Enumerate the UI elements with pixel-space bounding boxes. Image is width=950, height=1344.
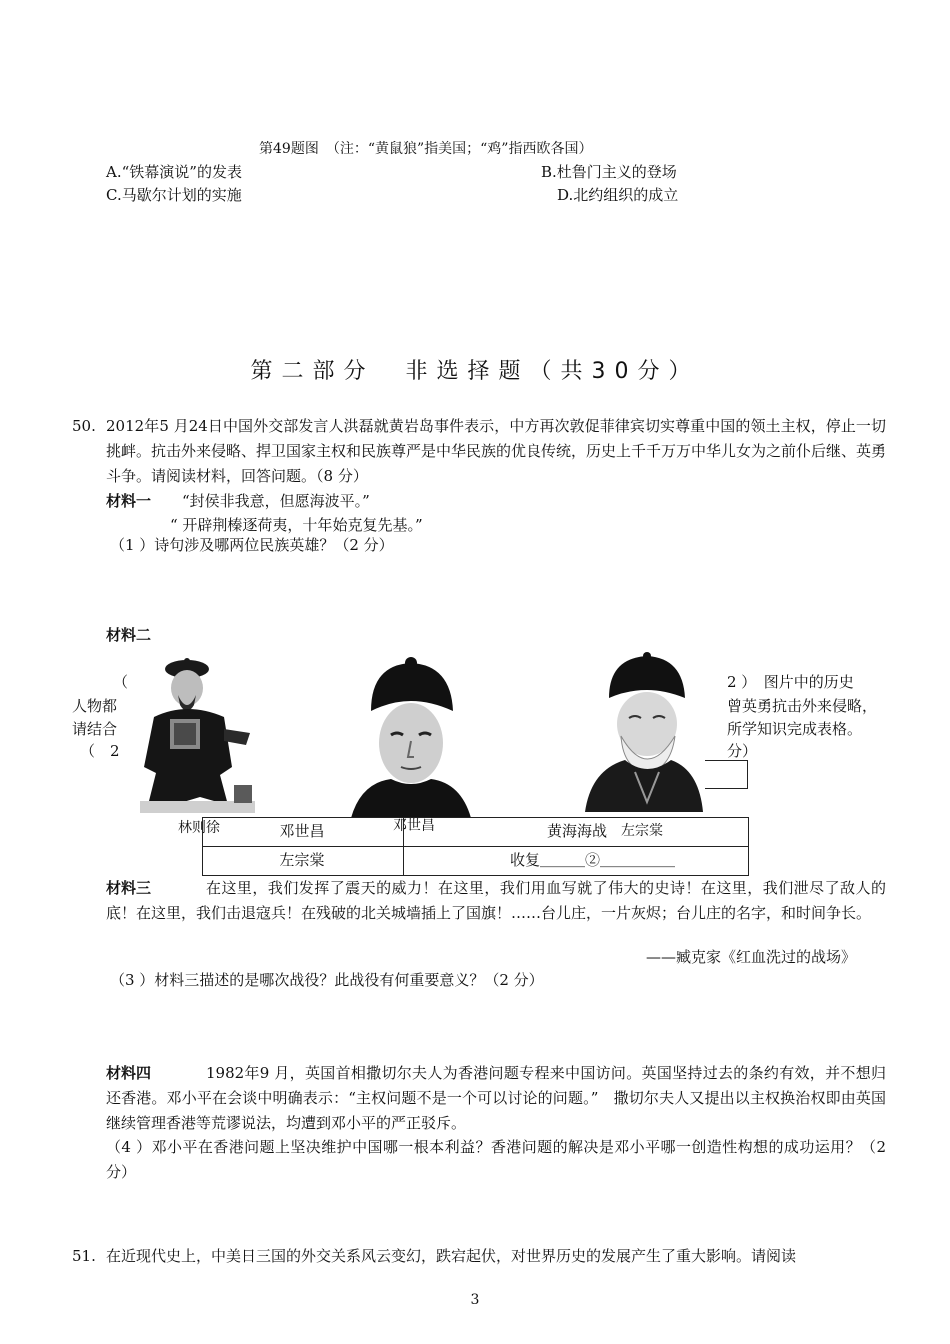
q2-left-fragment-3: 请结合 xyxy=(72,720,118,738)
q2-left-fragment-2: 人物都 xyxy=(72,697,118,715)
question-50-3: （3 ）材料三描述的是哪次战役？此战役有何重要意义？（2 分） xyxy=(110,971,544,989)
portrait-lin-zexu xyxy=(140,655,255,813)
table-fragment-line xyxy=(705,788,748,789)
portrait-zuo-zongtang xyxy=(585,652,703,812)
figure-caption: 第49题图 （注：“黄鼠狼”指美国；“鸡”指西欧各国） xyxy=(259,141,593,157)
material-4-label: 材料四 xyxy=(106,1064,152,1082)
question-50-1: （1 ）诗句涉及哪两位民族英雄？（2 分） xyxy=(110,536,394,554)
question-number-51: 51. xyxy=(72,1247,96,1265)
q2-left-fragment-1: （ xyxy=(113,673,129,691)
question-50-intro: 2012年5 月24日中国外交部发言人洪磊就黄岩岛事件表示，中方再次敦促菲律宾切实尊重中国的领土主权，停止一切挑衅。抗击外来侵略、捍卫国家主权和民族尊严是中华民族的优良传统，历史上千千万万中华儿女为之前仆后继、英勇斗争。请阅读材料，回答问题。（8 分） xyxy=(106,417,887,485)
portrait-label-zuo-zongtang: 左宗棠 xyxy=(621,823,663,839)
question-51-text: 在近现代史上，中美日三国的外交关系风云变幻，跌宕起伏，对世界历史的发展产生了重大影响。请阅读 xyxy=(106,1247,797,1265)
table-fragment-line xyxy=(705,760,748,761)
option-d: D.北约组织的成立 xyxy=(557,186,679,204)
q2-right-fragment-3: 所学知识完成表格。 xyxy=(727,720,863,738)
material-3-label: 材料三 xyxy=(106,879,152,897)
portrait-deng-shichang-image xyxy=(351,655,471,818)
portrait-label-deng-shichang: 邓世昌 xyxy=(393,818,435,834)
question-number-50: 50. xyxy=(72,417,96,435)
material-2-label: 材料二 xyxy=(106,626,152,644)
portrait-label-lin-zexu: 林则徐 xyxy=(178,820,220,836)
table-cell-r1c1: 邓世昌 xyxy=(279,822,325,840)
material-1-line-2: “ 开辟荆榛逐荷夷，十年始克复先基。” xyxy=(170,516,423,534)
portrait-lin-zexu-image xyxy=(140,655,255,813)
option-c: C.马歇尔计划的实施 xyxy=(106,186,242,204)
page-number: 3 xyxy=(470,1292,480,1308)
portrait-deng-shichang xyxy=(351,655,471,818)
q2-right-fragment-2: 曾英勇抗击外来侵略， xyxy=(727,697,878,715)
q2-right-fragment-1: 2 ） 图片中的历史 xyxy=(727,673,854,691)
table-column-divider xyxy=(403,818,404,875)
q2-left-fragment-4: （ 2 xyxy=(80,742,120,760)
material-3-source: ——臧克家《红血洗过的战场》 xyxy=(646,948,857,966)
material-4-text: 1982年9 月，英国首相撒切尔夫人为香港问题专程来中国访问。英国坚持过去的条约有效，并不想归还香港。邓小平在会谈中明确表示：“主权问题不是一个可以讨论的问题。” 撒切尔夫人又提出以主权换治权即由英国继续管理香港等荒谬说法，均遭到邓小平的严正驳斥。 xyxy=(106,1064,886,1132)
table-cell-r2c1: 左宗棠 xyxy=(279,851,325,869)
table-fragment-line xyxy=(747,760,748,788)
section-title: 第二部分 非选择题（共30分） xyxy=(250,359,700,384)
q2-right-fragment-4: 分） xyxy=(727,742,758,760)
option-b: B.杜鲁门主义的登场 xyxy=(541,163,677,181)
material-3-text: 在这里，我们发挥了震天的威力！在这里，我们用血写就了伟大的史诗！在这里，我们泄尽了敌人的底！在这里，我们击退寇兵！在残破的北关城墙插上了国旗！……台儿庄，一片灰烬；台儿庄的名字，和时间争长。 xyxy=(106,879,886,922)
option-a: A.“铁幕演说”的发表 xyxy=(106,163,242,181)
portrait-zuo-zongtang-image xyxy=(585,652,703,812)
table-cell-r1c2: 黄海海战 xyxy=(546,822,607,840)
material-1-line-1: “封侯非我意，但愿海波平。” xyxy=(182,492,370,510)
table-cell-r2c2: 收复＿＿＿②＿＿＿＿＿ xyxy=(510,851,676,869)
material-1-label: 材料一 xyxy=(106,492,152,510)
question-50-4: （4 ）邓小平在香港问题上坚决维护中国哪一根本利益？香港问题的解决是邓小平哪一创造性构想的成功运用？（2 分） xyxy=(106,1138,886,1181)
